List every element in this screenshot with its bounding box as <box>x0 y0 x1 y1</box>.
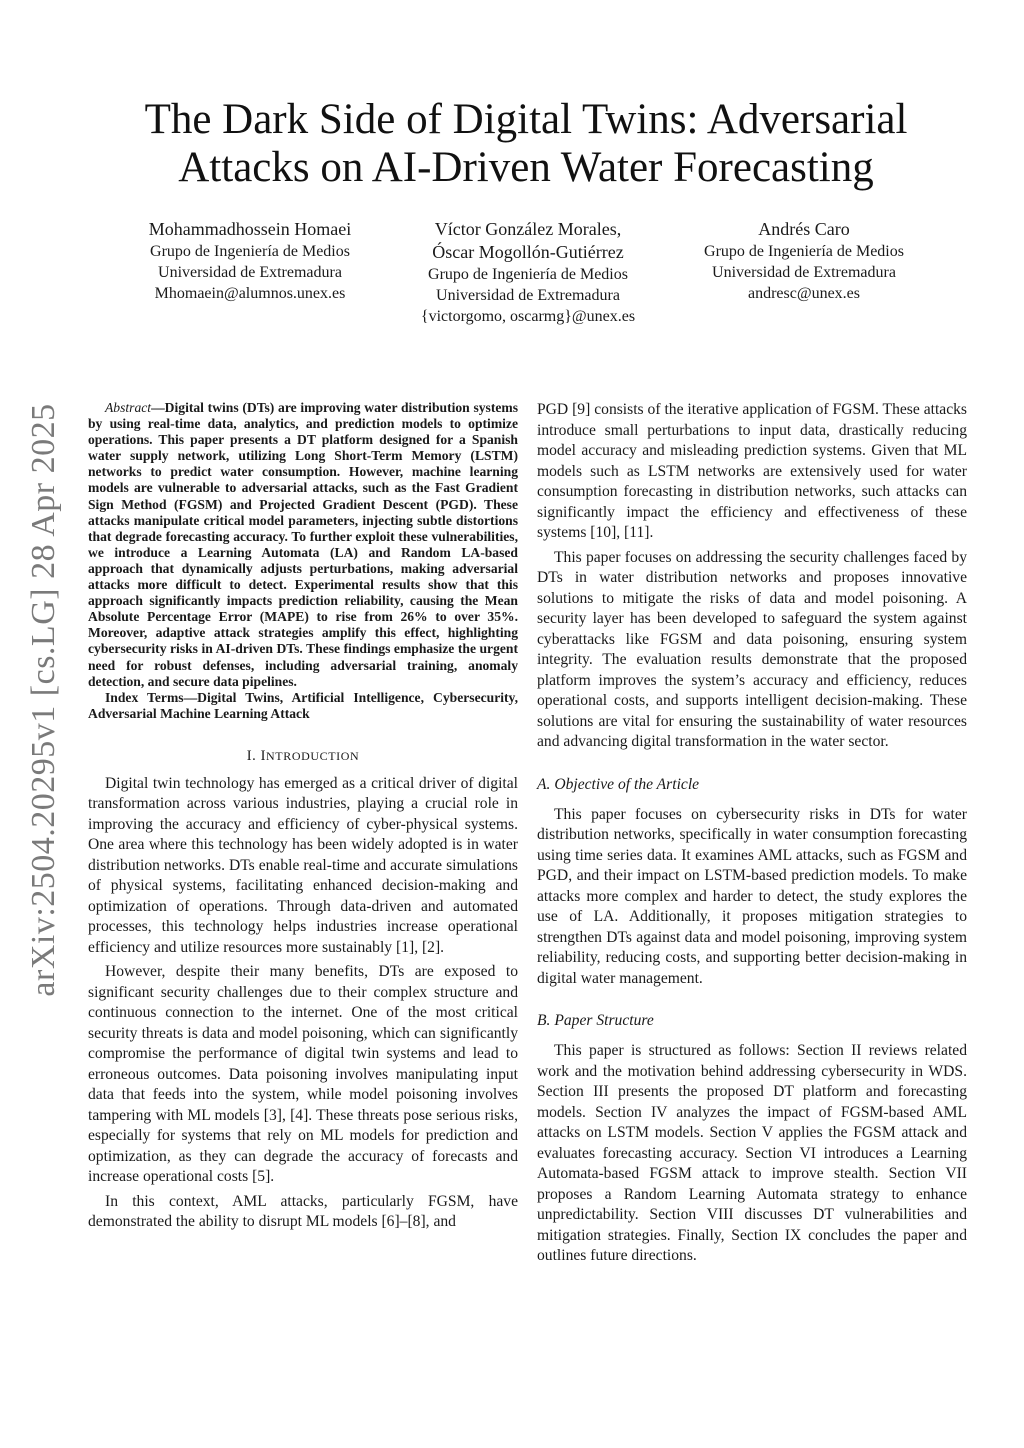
intro-paragraph: Digital twin technology has emerged as a critical driver of digital transformation across various industries, playing a crucial role in improving the accuracy and efficiency of cyber-physical systems. One area where this technology has been widely adopted is in water distribution networks. DTs enable real-time and accurate simulations of physical systems, facilitating enhanced decision-making and optimization of operations. Through data-driven and automated processes, this technology helps industries increase operational efficiency and utilize resources more sustainably [1], [2]. <box>88 774 518 956</box>
author-affiliation-university: Universidad de Extremadura <box>436 287 620 304</box>
author-affiliation-group: Grupo de Ingeniería de Medios <box>150 243 350 260</box>
subsection-heading-structure: B. Paper Structure <box>537 1012 654 1029</box>
author-block-2 <box>388 218 668 327</box>
author-affiliation-group: Grupo de Ingeniería de Medios <box>428 266 628 283</box>
paper-title <box>100 96 952 192</box>
intro-paragraph: In this context, AML attacks, particularly FGSM, have demonstrated the ability to disrupt ML models [6]–[8], and <box>88 1192 518 1231</box>
index-terms-text: —Digital Twins, Artificial Intelligence, Cybersecurity, Adversarial Machine Learning Attack <box>88 689 518 721</box>
author-email: Mhomaein@alumnos.unex.es <box>154 285 346 302</box>
index-terms-label: Index Terms <box>105 689 184 705</box>
index-terms <box>88 690 518 722</box>
abstract <box>88 400 518 690</box>
author-email: {victorgomo, oscarmg}@unex.es <box>420 308 636 325</box>
author-affiliation-university: Universidad de Extremadura <box>712 264 896 281</box>
author-name: Mohammadhossein Homaei <box>148 219 352 239</box>
author-name: Víctor González Morales, <box>434 219 622 239</box>
subsection-heading-objective: A. Objective of the Article <box>537 775 700 793</box>
left-column <box>88 400 518 1233</box>
intro-paragraph: However, despite their many benefits, DTs are exposed to significant security challenges due to their complex structure and continuous connection to the internet. One of the most critical security threats is data and model poisoning, which can significantly compromise the performance of digital twin systems and lead to erroneous outcomes. Data poisoning involves manipulating input data that feeds into the system, while model poisoning involves tampering with ML models [3], [4]. These threats pose serious risks, especially for systems that rely on ML models for prediction and optimization, as they can degrade the accuracy of forecasts and increase operational costs [5]. <box>88 963 518 1186</box>
objective-paragraph: This paper focuses on cybersecurity risks in DTs for water distribution networks, specifically in water consumption forecasting using time series data. It examines AML attacks, such as FGSM and PGD, and their impact on LSTM-based prediction models. To make attacks more complex and harder to detect, the study explores the use of LA. Additionally, it proposes mitigation strategies to strengthen DTs against data and model poisoning, improving system reliability, reducing costs, and supporting better decision-making in digital water management. <box>537 805 967 987</box>
author-email: andresc@unex.es <box>747 285 861 302</box>
author-block-3 <box>664 218 944 304</box>
abstract-text: —Digital twins (DTs) are improving water distribution systems by using real-time data, analytics, and prediction models to optimize operations. This paper presents a DT platform designed for a Spanish water supply network, utilizing Long Short-Term Memory (LSTM) networks to predict water consumption. However, machine learning models are vulnerable to adversarial attacks, such as the Fast Gradient Sign Method (FGSM) and Projected Gradient Descent (PGD). These attacks manipulate critical model parameters, injecting subtle distortions that degrade forecasting accuracy. To further exploit these vulnerabilities, we introduce a Learning Automata (LA) and Random LA-based approach that dynamically adjusts perturbations, making adversarial attacks more difficult to detect. Experimental results show that this approach significantly impacts prediction reliability, causing the Mean Absolute Percentage Error (MAPE) to rise from 26% to over 35%. Moreover, adaptive attack strategies amplify this effect, highlighting cybersecurity risks in AI-driven DTs. These findings emphasize the urgent need for robust defenses, including adversarial training, anomaly detection, and secure data pipelines. <box>88 400 518 689</box>
author-name: Óscar Mogollón-Gutiérrez <box>432 242 624 262</box>
body-paragraph: This paper focuses on addressing the security challenges faced by DTs in water distribution networks and proposes innovative solutions to mitigate the risks of data and model poisoning. A security layer has been developed to safeguard the system against cyberattacks like FGSM and data poisoning, ensuring system integrity. The evaluation results demonstrate that the proposed platform improves the system’s accuracy and efficiency, reduces operational costs, and supports intelligent decision-making. These solutions are vital for ensuring the sustainability of water resources and advancing digital transformation in the water sector. <box>537 548 967 750</box>
author-name: Andrés Caro <box>758 219 850 239</box>
right-column <box>537 400 967 1267</box>
title-line-2: Attacks on AI-Driven Water Forecasting <box>178 144 874 191</box>
title-line-1: The Dark Side of Digital Twins: Adversarial <box>144 96 908 143</box>
arxiv-identifier-stamp: arXiv:2504.20295v1 [cs.LG] 28 Apr 2025 <box>25 403 62 997</box>
section-heading-introduction: I. INTRODUCTION <box>246 747 360 764</box>
abstract-label: Abstract <box>105 400 152 415</box>
author-affiliation-group: Grupo de Ingeniería de Medios <box>704 243 904 260</box>
body-paragraph: PGD [9] consists of the iterative application of FGSM. These attacks introduce small perturbations to input data, drastically reducing model accuracy and misleading prediction systems. Given that ML models such as LSTM networks are extensively used for water consumption forecasting in distribution networks, such attacks can significantly impact the efficiency and effectiveness of these systems [10], [11]. <box>537 401 967 541</box>
structure-paragraph: This paper is structured as follows: Section II reviews related work and the motivation behind addressing cybersecurity in WDS. Section III presents the proposed DT platform and forecasting models. Section IV analyzes the impact of FGSM-based AML attacks on LSTM models. Section V applies the FGSM attack and evaluates forecasting accuracy. Section VI introduces a Learning Automata-based FGSM attack to improve stealth. Section VII proposes a Random Learning Automata strategy to enhance unpredictability. Section VIII discusses DT vulnerabilities and mitigation strategies. Finally, Section IX concludes the paper and outlines future directions. <box>537 1042 967 1264</box>
author-block-1 <box>110 218 390 304</box>
author-affiliation-university: Universidad de Extremadura <box>158 264 342 281</box>
